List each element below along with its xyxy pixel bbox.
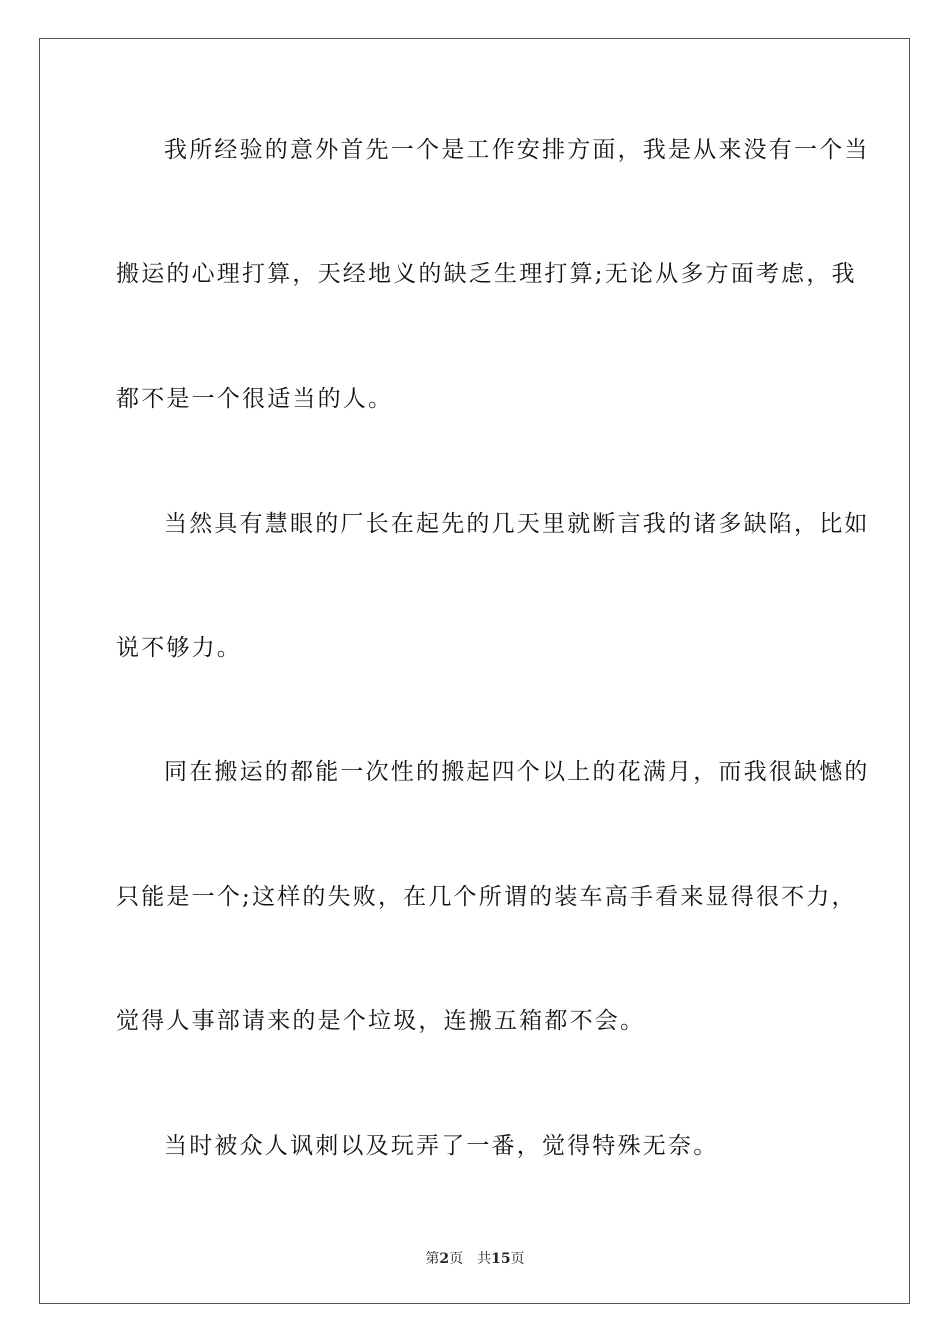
total-pages: 15 <box>491 1251 511 1267</box>
paragraph-line: 我所经验的意外首先一个是工作安排方面，我是从来没有一个当 <box>164 137 870 163</box>
page-number: 2 <box>439 1251 450 1267</box>
page-footer <box>0 1248 950 1268</box>
page-suffix: 页 <box>449 1251 464 1267</box>
paragraph-line: 同在搬运的都能一次性的搬起四个以上的花满月，而我很缺憾的 <box>164 759 870 785</box>
paragraph-line: 都不是一个很适当的人。 <box>116 386 394 412</box>
page-border <box>39 38 910 1304</box>
paragraph-line: 只能是一个;这样的失败，在几个所谓的装车高手看来显得很不力， <box>116 884 857 910</box>
page-prefix: 第 <box>425 1251 440 1267</box>
paragraph-line: 搬运的心理打算，天经地义的缺乏生理打算;无论从多方面考虑，我 <box>116 261 857 287</box>
total-prefix: 共 <box>477 1251 492 1267</box>
paragraph-line: 说不够力。 <box>116 635 242 661</box>
paragraph-line: 当然具有慧眼的厂长在起先的几天里就断言我的诸多缺陷，比如 <box>164 511 870 537</box>
total-suffix: 页 <box>510 1251 525 1267</box>
paragraph-line: 当时被众人讽刺以及玩弄了一番，觉得特殊无奈。 <box>164 1133 719 1159</box>
paragraph-line: 觉得人事部请来的是个垃圾，连搬五箱都不会。 <box>116 1008 646 1034</box>
